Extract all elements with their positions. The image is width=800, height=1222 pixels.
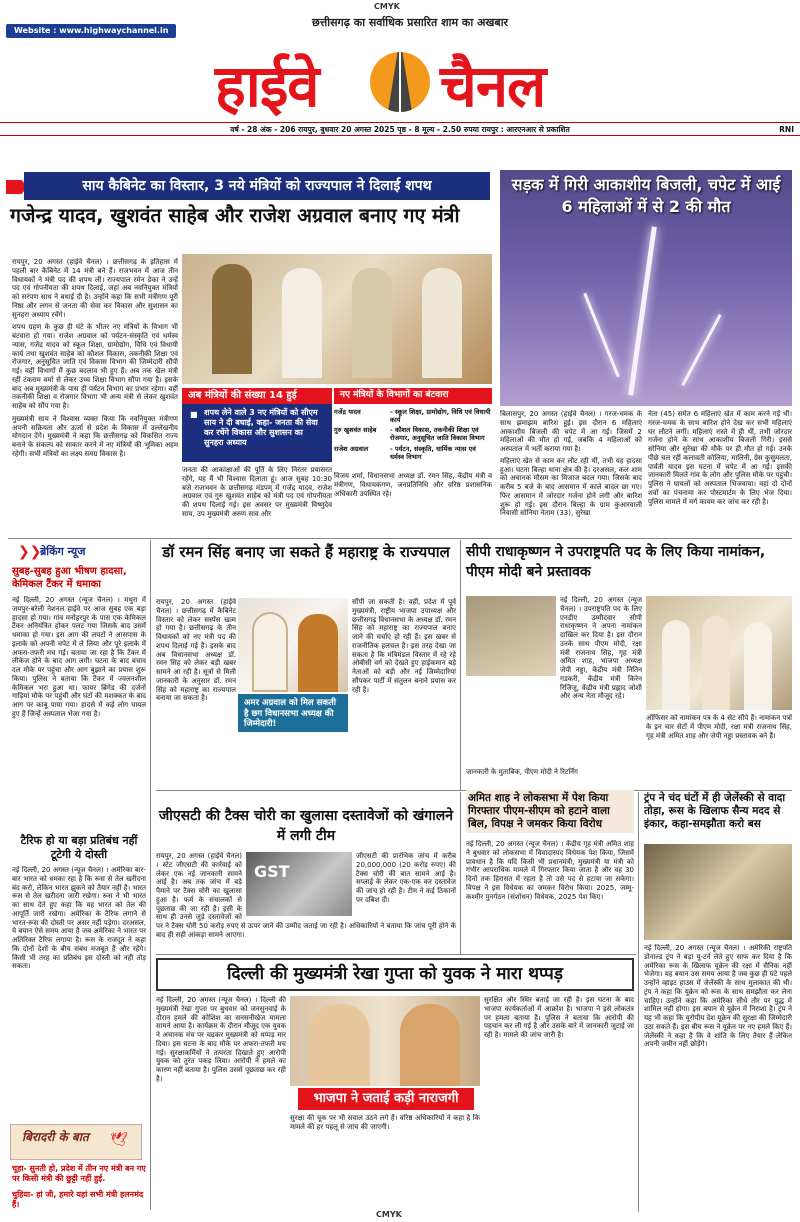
lightning-body-1 [500, 410, 642, 536]
delhi-body-1: नई दिल्ली, 20 अगस्त (न्यूज चैनल) । दिल्ली की मुख्यमंत्री रेखा गुप्ता पर बुधवार को जनसुनवाई के दौरान हमले की कोशिश का सनसनीखेज मामला सामने आया है। कार्यक्रम के दौरान मौजूद एक युवक ने अचानक मंच पर चढ़कर मुख्यमंत्री को थप्पड़ मार दिया। इस घटना के बाद मौके पर अफरा-तफरी मच गई। सुरक्षाकर्मियों ने तत्परता दिखाते हुए आरोपी युवक को तुरंत पकड़ लिया। आरोपी ने हमले का कारण नहीं बताया है। पुलिस उससे पूछताछ कर रही है। [156, 996, 286, 1083]
cartoon-line-2: चुहिया- हां जी, हमारे यहां सभी मंत्री हलनमंद हैं। [12, 1190, 144, 1209]
lead-kicker: साय कैबिनेट का विस्तार, 3 नये मंत्रियों को राज्यपाल ने दिलाई शपथ [24, 172, 490, 200]
lightning-bolt-icon [628, 226, 657, 395]
delhi-banner: भाजपा ने जताई कड़ी नाराजगी [298, 1088, 474, 1110]
road-logo-icon [370, 52, 430, 112]
lead-headline[interactable]: गजेन्द्र यादव, खुशवंत साहेब और राजेश अग्रवाल बनाए गए मंत्री [10, 204, 460, 227]
box14-body [182, 404, 332, 462]
gst-body-2: जीएसटी की प्रारंभिक जांच में करीब 20,000,000 (20 करोड़ रुपए) की टैक्स चोरी की बात सामने आई है। सप्लाई के लेकर एक-एक कर दस्तावेज की जांच हो रही है। टीम ने कई ठिकानों पर दबिश दी। [356, 852, 456, 904]
divider [156, 954, 636, 955]
portfolio-dept: - स्कूल शिक्षा, ग्रामोद्योग, विधि एवं विधायी कार्य [390, 408, 491, 425]
radhakrishnan-photo-small [466, 596, 556, 676]
lightning-body-para: बिलासपुर, 20 अगस्त (हाईवे चैनल) । गरज-चमक के साथ झमाझम बारिश हुई। इस दौरान 6 महिलाएं आकाशीय बिजली की चपेट में आ गईं। जिसमें 2 महिलाओं की मौत हो गई, जबकि 4 महिलाओं को अस्पताल में भर्ती कराया गया है। [500, 410, 642, 453]
divider [460, 540, 461, 790]
cartoon-line-1: चूहा- सुनती हो, प्रदेश में तीन नए मंत्री बन गए पर किसी मंत्री की छुट्टी नहीं हुई. [12, 1164, 146, 1183]
radhakrishnan-caption-2: जानकारी के मुताबिक, पीएम मोदी ने रिटर्निंग [466, 768, 578, 776]
website-banner[interactable]: Website : www.highwaychannel.in [6, 24, 176, 38]
breaking-news-label: ब्रेकिंग न्यूज [40, 545, 86, 558]
bird-icon: 🕊 [110, 1132, 128, 1148]
lightning-bolt-icon [583, 293, 619, 378]
cmyk-mark: CMYK [374, 2, 400, 11]
divider [8, 538, 792, 539]
divider [638, 792, 639, 1212]
radhakrishnan-photo [646, 596, 792, 710]
radhakrishnan-headline[interactable]: सीपी राधाकृष्णन ने उपराष्ट्रपति पद के लिए किया नामांकन, पीएम मोदी बने प्रस्तावक [466, 544, 766, 581]
breaking-news-tag [10, 542, 140, 562]
tariff-body: नई दिल्ली, 20 अगस्त (न्यूज चैनल) । अमेरिका बार-बार भारत को धमका रहा है कि रूस से तेल खरीदना बंद करो, लेकिन भारत झुकने को तैयार नहीं है। भारत रूस से तेल खरीदना जारी रखेगा। रूस ने भी भारत का साथ देते हुए कहा कि वह भारत को तेल की आपूर्ति जारी रखेगा। अमेरिका के टैरिफ लगाने से भारत-रूस की दोस्ती पर असर नहीं पड़ेगा। दरअसल, ये बयान ऐसे समय आया है जब अमेरिका ने भारत पर अतिरिक्त टैरिफ लगाया है। रूस के राजदूत ने कहा कि दोनों देशों के बीच संबंध मजबूत हैं और रहेंगे। किसी भी तरह का प्रतिबंध इस दोस्ती को नहीं तोड़ सकता। [12, 866, 146, 971]
delhi-headline[interactable]: दिल्ली की मुख्यमंत्री रेखा गुप्ता को युवक ने मारा थप्पड़ [156, 958, 634, 991]
cartoon-title: बिरादरी के बात [22, 1130, 89, 1144]
lead-body-1: रायपुर, 20 अगस्त (हाईवे चैनल) । छत्तीसगढ़ के इतिहास में पहली बार कैबिनेट में 14 मंत्री बने हैं। राजभवन में आज तीन विधायकों ने मंत्री पद की शपथ ली। राज्यपाल रमेन डेका ने उन्हें पद एवं गोपनीयता की शपथ दिलाई, जहां अब नवनियुक्त मंत्रियों को सरंपण साथ ने बधाई दी है। उन्होंने कहा कि सभी मंत्रीगण पूरी निष्ठा और लगन से जनता की सेवा कर विकास और सुशासन का सुनहरा अध्याय रचेंगे। [12, 258, 178, 319]
amit-headline[interactable]: अमित शाह ने लोकसभा में पेश किया गिरफ्तार पीएम-सीएम को हटाने वाला बिल, विपक्ष ने जमकर किया विरोध [466, 790, 634, 833]
lightning-headline[interactable]: सड़क में गिरी आकाशीय बिजली, चपेट में आई 6 महिलाओं में से 2 की मौत [511, 175, 781, 216]
trump-body: नई दिल्ली, 20 अगस्त (न्यूज चैनल) । अमेरिकी राष्ट्रपति डोनाल्ड ट्रंप ने बड़ा यू-टर्न लेते हुए साफ कर दिया है कि अमेरिका रूस के खिलाफ यूक्रेन की रक्षा में सैनिक नहीं भेजेगा। यह बयान उस समय आया है जब कुछ ही घंटे पहले उन्होंने व्हाइट हाउस में जेलेंस्की के साथ मुलाकात की थी। ट्रंप ने कहा कि यूक्रेन को रूस के साथ समझौता कर लेना चाहिए। उन्होंने कहा कि अमेरिका सीधे तौर पर युद्ध में शामिल नहीं होगा। इस बयान से यूक्रेन में निराशा है। ट्रंप ने यह भी कहा कि यूरोपीय देश यूक्रेन की सुरक्षा की जिम्मेदारी उठा सकते हैं। इस बीच रूस ने यूक्रेन पर नए हमले किए हैं। जेलेंस्की ने कहा है कि वे शांति के लिए तैयार हैं लेकिन अपनी जमीन नहीं छोड़ेंगे। [644, 944, 792, 1049]
delhi-body-2: सुरक्षित और स्थिर बताई जा रही है। इस घटना के बाद भाजपा कार्यकर्ताओं में आक्रोश है। भाजपा ने इसे लोकतंत्र पर हमला बताया है। पुलिस ने बताया कि आरोपी की पहचान कर ली गई है और उसके बारे में जानकारी जुटाई जा रही है। मामले की जांच जारी है। [484, 996, 634, 1039]
raman-body-1: रायपुर, 20 अगस्त (हाईवे चैनल) । छत्तीसगढ़ में कैबिनेट विस्तार को लेकर सस्पेंस खत्म हो गया है। छत्तीसगढ़ के तीन विधायकों को नए मंत्री पद की शपथ दिलाई गई है। इसके बाद अब विधानसभा अध्यक्ष डॉ. रमन सिंह को लेकर बड़ी खबर सामने आ रही है। सूत्रों से मिली जानकारी के अनुसार डॉ. रमन सिंह को महाराष्ट्र का राज्यपाल बनाया जा सकता है। [156, 598, 236, 703]
divider [460, 792, 461, 954]
portfolio-minister: राजेश अग्रवाल [334, 444, 369, 453]
lead-photo-caption-2: विजय शर्मा, विधानसभा अध्यक्ष डॉ. रमन सिंह, केंद्रीय मंत्री व मंत्रीगण, विधायकगण, जनप्रतिनिधि और वरिष्ठ प्रशासनिक अधिकारी उपस्थित रहे। [334, 472, 492, 498]
tagline: छत्तीसगढ़ का सर्वाधिक प्रसारित शाम का अखबार [311, 16, 509, 29]
gst-body-1: रायपुर, 20 अगस्त (हाईवे चैनल) । स्टेट जीएसटी की कार्रवाई को लेकर एक नई जानकारी सामने आई है। अब तक जांच में बड़े पैमाने पर टैक्स चोरी का खुलासा हुआ है। फर्म के संचालकों से पूछताछ की जा रही है। इसी के साथ ही उनसे जुड़े दस्तावेजों को [156, 852, 242, 922]
box14-title: अब मंत्रियों की संख्या 14 हुई [182, 388, 332, 404]
raman-headline[interactable]: डॉ रमन सिंह बनाए जा सकते हैं महाराष्ट्र के राज्यपाल [162, 543, 450, 561]
portfolio-minister: गजेंद्र यादव [334, 408, 361, 416]
raman-photo [238, 598, 348, 692]
gst-body-3: पर ने टैक्स चोरी 50 करोड़ रुपए से ऊपर जाने की उम्मीद जताई जा रही है। अधिकारियों ने बताया कि जांच पूरी होने के बाद ही सही आंकड़ा सामने आएगा। [156, 922, 456, 939]
radhakrishnan-caption: ऑफिसर को नामांकन पत्र के 4 सेट सौंपे हैं। नामांकन पत्रों के इन चार सेटों में पीएम मोदी, रक्षा मंत्री राजनाथ सिंह, गृह मंत्री अमित शाह और जेपी नड्डा प्रस्तावक बने हैं। [646, 714, 792, 740]
lead-body-3: मुख्यमंत्री साय ने विश्वास व्यक्त किया कि नवनियुक्त मंत्रीगण अपनी सक्रियता और ऊर्जा से प्रदेश के विकास में उल्लेखनीय योगदान देंगे। मुख्यमंत्री ने कहा कि छत्तीसगढ़ को विकसित राज्य बनाने के संकल्प को साकार करने में नए मंत्रियों की भूमिका अहम रहेगी। सभी मंत्रियों का लक्ष्य समग्र विकास है। [12, 414, 178, 458]
portfolio-dept: - पर्यटन, संस्कृति, धार्मिक न्यास एवं धर्मस्व विभाग [390, 444, 476, 461]
portfolio-table [334, 408, 492, 463]
breaking-body: नई दिल्ली, 20 अगस्त (न्यूज चैनल) । मथुरा में जयपुर-बरेली नेशनल हाईवे पर आज सुबह एक बड़ा हादसा हो गया। गांव मनोहरपुर के पास एक केमिकल टैंकर अनियंत्रित होकर पलट गया जिसके बाद उसमें धमाका हो गया। इस आग की लपटों ने आसपास के इलाके को अपनी चपेट में ले लिया और पूरे इलाके में अफरा-तफरी मच गई। बताया जा रहा है कि टैंकर में लीकेज होने के बाद आग लगी। घटना के बाद बचाव दल मौके पर पहुंचा और आग बुझाने का प्रयास शुरू किया। पुलिस ने बताया कि टैंकर में ज्वलनशील केमिकल भरा हुआ था। फायर ब्रिगेड की दर्जनों गाड़ियां मौके पर पहुंचीं और घंटों की मशक्कत के बाद आग पर काबू पाया गया। हादसे में कई लोग घायल हुए हैं जिन्हें अस्पताल भेजा गया है। [12, 596, 146, 718]
portfolio-title: नए मंत्रियों के विभागों का बंटवारा [334, 388, 492, 404]
box14-text: शपथ लेने वाले 3 नए मंत्रियों को सीएम साय ने दी बधाई, कहा- जनता की सेवा कर रचेंगे विकास और सुशासन का सुनहरा अध्याय [204, 408, 318, 447]
gst-photo [246, 852, 352, 916]
masthead-title-right: चैनल [440, 52, 546, 120]
trump-headline[interactable]: ट्रंप ने चंद घंटों में ही जेलेंस्की से वादा तोड़ा, रूस के खिलाफ सैन्य मदद से इंकार, कहा-समझौता करो बस [644, 792, 786, 831]
trump-photo [644, 844, 792, 940]
lightning-body-para: महिलाएं खेत से काम कर लौट रही थीं, तभी यह हादसा हुआ। घटना बिल्हा थाना क्षेत्र की है। दरअसल, कल शाम को अचानक मौसम का मिजाज बदल गया। जिसके बाद करीब 5 बजे के बाद आसमान में काले बादल छा गए। फिर आसमान में जोरदार गर्जना होने लगी और बारिश शुरू हो गई। इस दौरान बिल्हा के ग्राम कुंआरवाली निवासी सोनिया नेताम (33), सुरेखा [500, 456, 642, 518]
dateline [0, 122, 800, 136]
portfolio-dept: - कौशल विकास, तकनीकी शिक्षा एवं रोजगार, अनुसूचित जाति विकास विभाग [390, 426, 485, 443]
raman-banner: अमर अग्रवाल को मिल सकती है छग विधानसभा अध्यक्ष की जिम्मेदारी! [238, 694, 348, 732]
tariff-headline[interactable]: टैरिफ हो या बड़ा प्रतिबंध नहीं टूटेगी ये दोस्ती [20, 834, 138, 861]
portfolio-row [334, 408, 492, 424]
breaking-headline[interactable]: सुबह-सुबह हुआ भीषण हादसा, केमिकल टैंकर में धमाका [12, 566, 127, 590]
delhi-body-3: सुरक्षा की चूक पर भी सवाल उठने लगे हैं। वरिष्ठ अधिकारियों ने कहा है कि मामले की हर पहलू से जांच की जाएगी। [290, 1114, 480, 1131]
lead-photo [182, 254, 492, 384]
lightning-bolt-icon [681, 314, 721, 386]
lead-photo-caption: जनता की आकांक्षाओं की पूर्ति के लिए निरंतर प्रयासरत रहेंगे, यह मैं भी विश्वास दिलाता हूं। आज सुबह 10:30 बजे राजभवन के छत्तीसगढ़ मंडपम् में गजेंद्र यादव, राजेश अग्रवाल एवं गुरु खुशवंत साहेब को मंत्री पद एवं गोपनीयता की शपथ दिलाई गई। इस अवसर पर मुख्यमंत्री विष्णुदेव साय, उप मुख्यमंत्री अरुण साव और [182, 466, 332, 518]
masthead [0, 44, 800, 122]
portfolio-row [334, 426, 492, 442]
raman-body-2: सौंपी जा सकती है। वहीं, प्रदेश में पूर्व मुख्यमंत्री, राष्ट्रीय भाजपा उपाध्यक्ष और छत्तीसगढ़ विधानसभा के अध्यक्ष डॉ. रमन सिंह को महाराष्ट्र का राज्यपाल बनाए जाने की चर्चाएं हो रही हैं। इस खबर से राजनीतिक हलचल है। इस तरह देखा जा सकता है कि मंत्रिमंडल विस्तार में रहे रहे ओबीसी वर्ग को देखते हुए हाईकमान बड़े नेताओं को बड़ी और नई जिम्मेदारियां सौंपकर पार्टी में संतुलन बनाने प्रयास कर रही है। [352, 598, 456, 694]
delhi-photo [290, 996, 480, 1086]
bullet-icon: ■ [190, 410, 198, 419]
cmyk-mark-bottom: CMYK [376, 1210, 402, 1219]
portfolio-minister: गुरु खुशवंत साहेब [334, 426, 377, 435]
masthead-title-left: हाईवे [215, 52, 319, 120]
lead-body-col1 [12, 258, 178, 538]
gst-headline[interactable]: जीएसटी की टैक्स चोरी का खुलासा दस्तावेजों को खंगालने में लगी टीम [158, 808, 454, 845]
divider [150, 540, 151, 1210]
lead-body-2: शपथ ग्रहण के कुछ ही घंटे के भीतर नए मंत्रियों के विभाग भी बंटवारा हो गया। राजेश अग्रवाल को पर्यटन-संस्कृति एवं धर्मस्व न्यास, गजेंद्र यादव को स्कूल शिक्षा, ग्रामोद्योग, विधि एवं विधायी कार्य तथा खुशवंत साहेब को कौशल विकास, तकनीकी शिक्षा एवं रोजगार, अनुसूचित जाति एवं विकास विभाग की जिम्मेदारी सौंपी गई। वहीं विभागों मैं कुछ बदलाव भी हुए हैं। अब तक खेल मंत्री रहीं टंकराम वर्मा से लेकर उच्च शिक्षा विभाग सौंपा गया है। इसके बाद अब मुख्यमंत्री के पास ही पर्यटन विभाग का प्रभार रहेगा। वहीं तकनीकी शिक्षा व रोजगार विभाग भी अन्य मंत्री से लेकर खुशवंत साहेब को सौंप गया है। [12, 323, 178, 410]
radhakrishnan-body: नई दिल्ली, 20 अगस्त (न्यूज चैनल) । उपराष्ट्रपति पद के लिए एनडीए उम्मीदवार सीपी राधाकृष्णन ने अपना नामांकन दाखिल कर दिया है। इस दौरान उनके साथ पीएम मोदी, रक्षा मंत्री राजनाथ सिंह, गृह मंत्री अमित शाह, भाजपा अध्यक्ष जेपी नड्डा, केंद्रीय मंत्री नितिन गडकरी, केंद्रीय मंत्री किरेन रिजिजू, केंद्रीय मंत्री प्रह्लाद जोशी और अन्य नेता मौजूद रहे। [560, 596, 642, 701]
portfolio-row [334, 445, 492, 461]
gst-icon: GST [254, 862, 290, 881]
chevrons-icon: ❯❯ [18, 544, 42, 560]
amit-body: नई दिल्ली, 20 अगस्त (न्यूज चैनल) । केंद्रीय गृह मंत्री अमित शाह ने बुधवार को लोकसभा में विवादास्पद विधेयक पेश किया, जिसमें प्रावधान है कि यदि किसी भी प्रधानमंत्री, मुख्यमंत्री या मंत्री को गंभीर आपराधिक मामले में गिरफ्तार किया जाता है और वह 30 दिनों तक हिरासत में रहता है तो उसे पद से हटाया जा सकेगा। विपक्ष ने इस विधेयक का जमकर विरोध किया। 2025, जम्मू-कश्मीर पुनर्गठन (संशोधन) विधेयक, 2025 पेश किए। [466, 840, 634, 901]
dateline-text: वर्ष - 28 अंक - 206 रायपुर, बुधवार 20 अगस्त 2025 पृष्ठ - 8 मूल्य - 2.50 रुपया रायपुर : आरएनआर से प्रकाशित [230, 125, 570, 134]
lightning-body-2: नेता (45) समेत 6 महिलाएं खेत में काम करने गई थीं। गरज-चमक के साथ बारिश होने देख कर सभी महिलाएं घर लौटने लगीं। महिलाएं रास्ते में ही थीं, तभी जोरदार गर्जना होने के साथ आकाशीय बिजली गिरी। इससे सोनिया और सुरेखा की मौके पर ही मौत हो गई। उनके पीछे चल रहीं कलावती कोलिया, मालिनी, ग्रेस कुसुमलता, पार्वती यादव इस घटना में चपेट में आ गईं। इसकी जानकारी मिलते गांव के लोग और पुलिस मौके पर पहुंची। पुलिस ने घायलों को अस्पताल भिजवाया। वहां दो दोनों शवों का पंचनामा कर पोस्टमार्टम के लिए भेज दिया। पुलिस मामले में मर्ग कायम कर जांच कर रही है। [648, 410, 792, 506]
rni-label: RNI [779, 125, 794, 134]
